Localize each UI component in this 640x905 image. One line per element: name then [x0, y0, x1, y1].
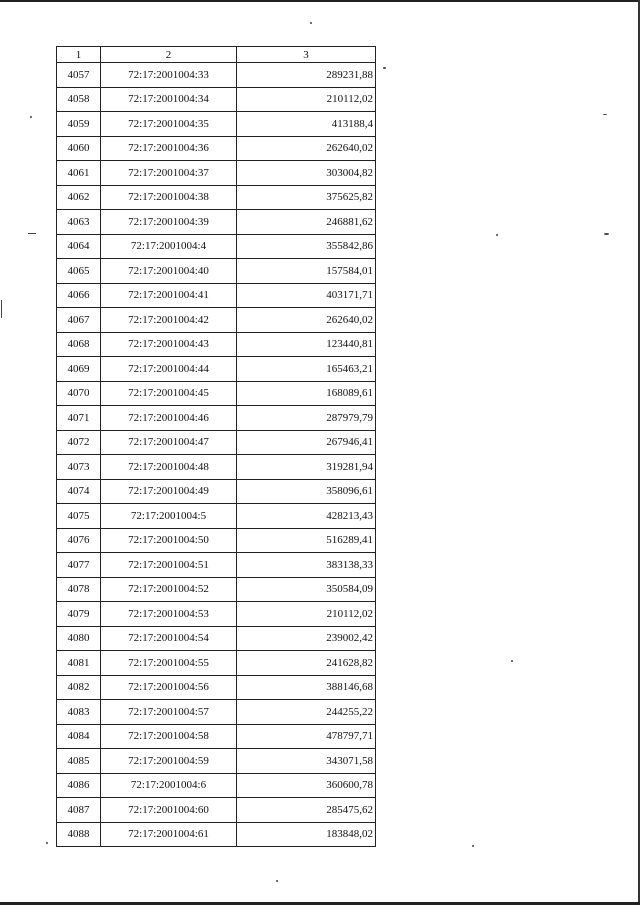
cadastral-number: 72:17:2001004:40	[101, 259, 237, 284]
row-number: 4075	[57, 504, 101, 529]
cadastral-number: 72:17:2001004:5	[101, 504, 237, 529]
table-row	[57, 724, 376, 749]
cadastral-value: 262640,02	[237, 308, 376, 333]
column-header-3: 3	[237, 47, 376, 63]
row-number: 4086	[57, 773, 101, 798]
cadastral-number: 72:17:2001004:59	[101, 749, 237, 774]
row-number: 4079	[57, 602, 101, 627]
row-number: 4071	[57, 406, 101, 431]
cadastral-value: 183848,02	[237, 822, 376, 847]
table-row	[57, 553, 376, 578]
row-number: 4072	[57, 430, 101, 455]
cadastral-value: 360600,78	[237, 773, 376, 798]
cadastral-value: 210112,02	[237, 87, 376, 112]
row-number: 4064	[57, 234, 101, 259]
cadastral-number: 72:17:2001004:37	[101, 161, 237, 186]
table-row	[57, 822, 376, 847]
scan-speck	[30, 116, 32, 118]
cadastral-value: 241628,82	[237, 651, 376, 676]
cadastral-number: 72:17:2001004:38	[101, 185, 237, 210]
row-number: 4070	[57, 381, 101, 406]
row-number: 4082	[57, 675, 101, 700]
row-number: 4081	[57, 651, 101, 676]
row-number: 4076	[57, 528, 101, 553]
cadastral-value: 262640,02	[237, 136, 376, 161]
table-row	[57, 504, 376, 529]
cadastral-number: 72:17:2001004:49	[101, 479, 237, 504]
scan-speck	[383, 67, 386, 69]
scan-speck	[511, 660, 513, 662]
cadastral-value: 210112,02	[237, 602, 376, 627]
cadastral-number: 72:17:2001004:6	[101, 773, 237, 798]
cadastral-value: 239002,42	[237, 626, 376, 651]
table-row	[57, 112, 376, 137]
scan-edge-top	[0, 0, 640, 2]
table-row	[57, 455, 376, 480]
cadastral-number: 72:17:2001004:60	[101, 798, 237, 823]
row-number: 4078	[57, 577, 101, 602]
cadastral-number: 72:17:2001004:43	[101, 332, 237, 357]
cadastral-value: 289231,88	[237, 63, 376, 88]
cadastral-table	[56, 46, 376, 847]
cadastral-number: 72:17:2001004:47	[101, 430, 237, 455]
cadastral-number: 72:17:2001004:52	[101, 577, 237, 602]
scan-speck	[28, 233, 36, 234]
cadastral-value: 428213,43	[237, 504, 376, 529]
table-row	[57, 87, 376, 112]
row-number: 4065	[57, 259, 101, 284]
table-row	[57, 651, 376, 676]
header-row	[57, 47, 376, 63]
table-row	[57, 136, 376, 161]
scan-speck	[276, 880, 278, 882]
cadastral-number: 72:17:2001004:51	[101, 553, 237, 578]
cadastral-value: 287979,79	[237, 406, 376, 431]
cadastral-number: 72:17:2001004:34	[101, 87, 237, 112]
cadastral-number: 72:17:2001004:55	[101, 651, 237, 676]
column-header-2: 2	[101, 47, 237, 63]
cadastral-number: 72:17:2001004:57	[101, 700, 237, 725]
cadastral-number: 72:17:2001004:50	[101, 528, 237, 553]
row-number: 4073	[57, 455, 101, 480]
table-row	[57, 185, 376, 210]
cadastral-number: 72:17:2001004:61	[101, 822, 237, 847]
cadastral-value: 123440,81	[237, 332, 376, 357]
cadastral-number: 72:17:2001004:44	[101, 357, 237, 382]
cadastral-value: 246881,62	[237, 210, 376, 235]
table-row	[57, 798, 376, 823]
cadastral-number: 72:17:2001004:53	[101, 602, 237, 627]
row-number: 4074	[57, 479, 101, 504]
table-row	[57, 773, 376, 798]
cadastral-value: 383138,33	[237, 553, 376, 578]
table-row	[57, 749, 376, 774]
row-number: 4057	[57, 63, 101, 88]
table-body	[57, 63, 376, 847]
row-number: 4060	[57, 136, 101, 161]
table-row	[57, 234, 376, 259]
scan-speck	[472, 845, 474, 847]
cadastral-value: 478797,71	[237, 724, 376, 749]
cadastral-value: 319281,94	[237, 455, 376, 480]
row-number: 4059	[57, 112, 101, 137]
row-number: 4083	[57, 700, 101, 725]
row-number: 4084	[57, 724, 101, 749]
row-number: 4087	[57, 798, 101, 823]
table-row	[57, 357, 376, 382]
row-number: 4069	[57, 357, 101, 382]
cadastral-value: 303004,82	[237, 161, 376, 186]
scan-speck	[310, 22, 312, 24]
table-row	[57, 700, 376, 725]
cadastral-value: 157584,01	[237, 259, 376, 284]
table-row	[57, 602, 376, 627]
table-row	[57, 406, 376, 431]
scan-speck	[603, 114, 607, 115]
table-row	[57, 430, 376, 455]
row-number: 4062	[57, 185, 101, 210]
cadastral-number: 72:17:2001004:58	[101, 724, 237, 749]
table-row	[57, 210, 376, 235]
row-number: 4063	[57, 210, 101, 235]
cadastral-value: 355842,86	[237, 234, 376, 259]
scan-speck	[1, 300, 2, 318]
row-number: 4061	[57, 161, 101, 186]
cadastral-value: 413188,4	[237, 112, 376, 137]
cadastral-value: 168089,61	[237, 381, 376, 406]
table-row	[57, 675, 376, 700]
cadastral-value: 285475,62	[237, 798, 376, 823]
row-number: 4068	[57, 332, 101, 357]
row-number: 4088	[57, 822, 101, 847]
cadastral-number: 72:17:2001004:36	[101, 136, 237, 161]
table-row	[57, 161, 376, 186]
table-row	[57, 283, 376, 308]
table-row	[57, 332, 376, 357]
table-row	[57, 528, 376, 553]
cadastral-value: 343071,58	[237, 749, 376, 774]
cadastral-number: 72:17:2001004:56	[101, 675, 237, 700]
cadastral-value: 375625,82	[237, 185, 376, 210]
cadastral-value: 267946,41	[237, 430, 376, 455]
cadastral-value: 244255,22	[237, 700, 376, 725]
scan-speck	[496, 234, 498, 236]
row-number: 4066	[57, 283, 101, 308]
cadastral-number: 72:17:2001004:39	[101, 210, 237, 235]
column-header-1: 1	[57, 47, 101, 63]
cadastral-number: 72:17:2001004:35	[101, 112, 237, 137]
row-number: 4058	[57, 87, 101, 112]
row-number: 4085	[57, 749, 101, 774]
cadastral-number: 72:17:2001004:45	[101, 381, 237, 406]
cadastral-value: 358096,61	[237, 479, 376, 504]
cadastral-number: 72:17:2001004:42	[101, 308, 237, 333]
cadastral-number: 72:17:2001004:48	[101, 455, 237, 480]
cadastral-number: 72:17:2001004:46	[101, 406, 237, 431]
row-number: 4077	[57, 553, 101, 578]
cadastral-value: 165463,21	[237, 357, 376, 382]
table-row	[57, 479, 376, 504]
cadastral-number: 72:17:2001004:33	[101, 63, 237, 88]
cadastral-value: 403171,71	[237, 283, 376, 308]
cadastral-value: 350584,09	[237, 577, 376, 602]
table-row	[57, 63, 376, 88]
scan-speck	[604, 233, 609, 235]
row-number: 4067	[57, 308, 101, 333]
cadastral-number: 72:17:2001004:54	[101, 626, 237, 651]
table-row	[57, 259, 376, 284]
row-number: 4080	[57, 626, 101, 651]
cadastral-value: 388146,68	[237, 675, 376, 700]
table-row	[57, 577, 376, 602]
cadastral-number: 72:17:2001004:4	[101, 234, 237, 259]
cadastral-number: 72:17:2001004:41	[101, 283, 237, 308]
table-row	[57, 381, 376, 406]
cadastral-value: 516289,41	[237, 528, 376, 553]
table-row	[57, 626, 376, 651]
table-row	[57, 308, 376, 333]
scan-speck	[46, 842, 48, 844]
